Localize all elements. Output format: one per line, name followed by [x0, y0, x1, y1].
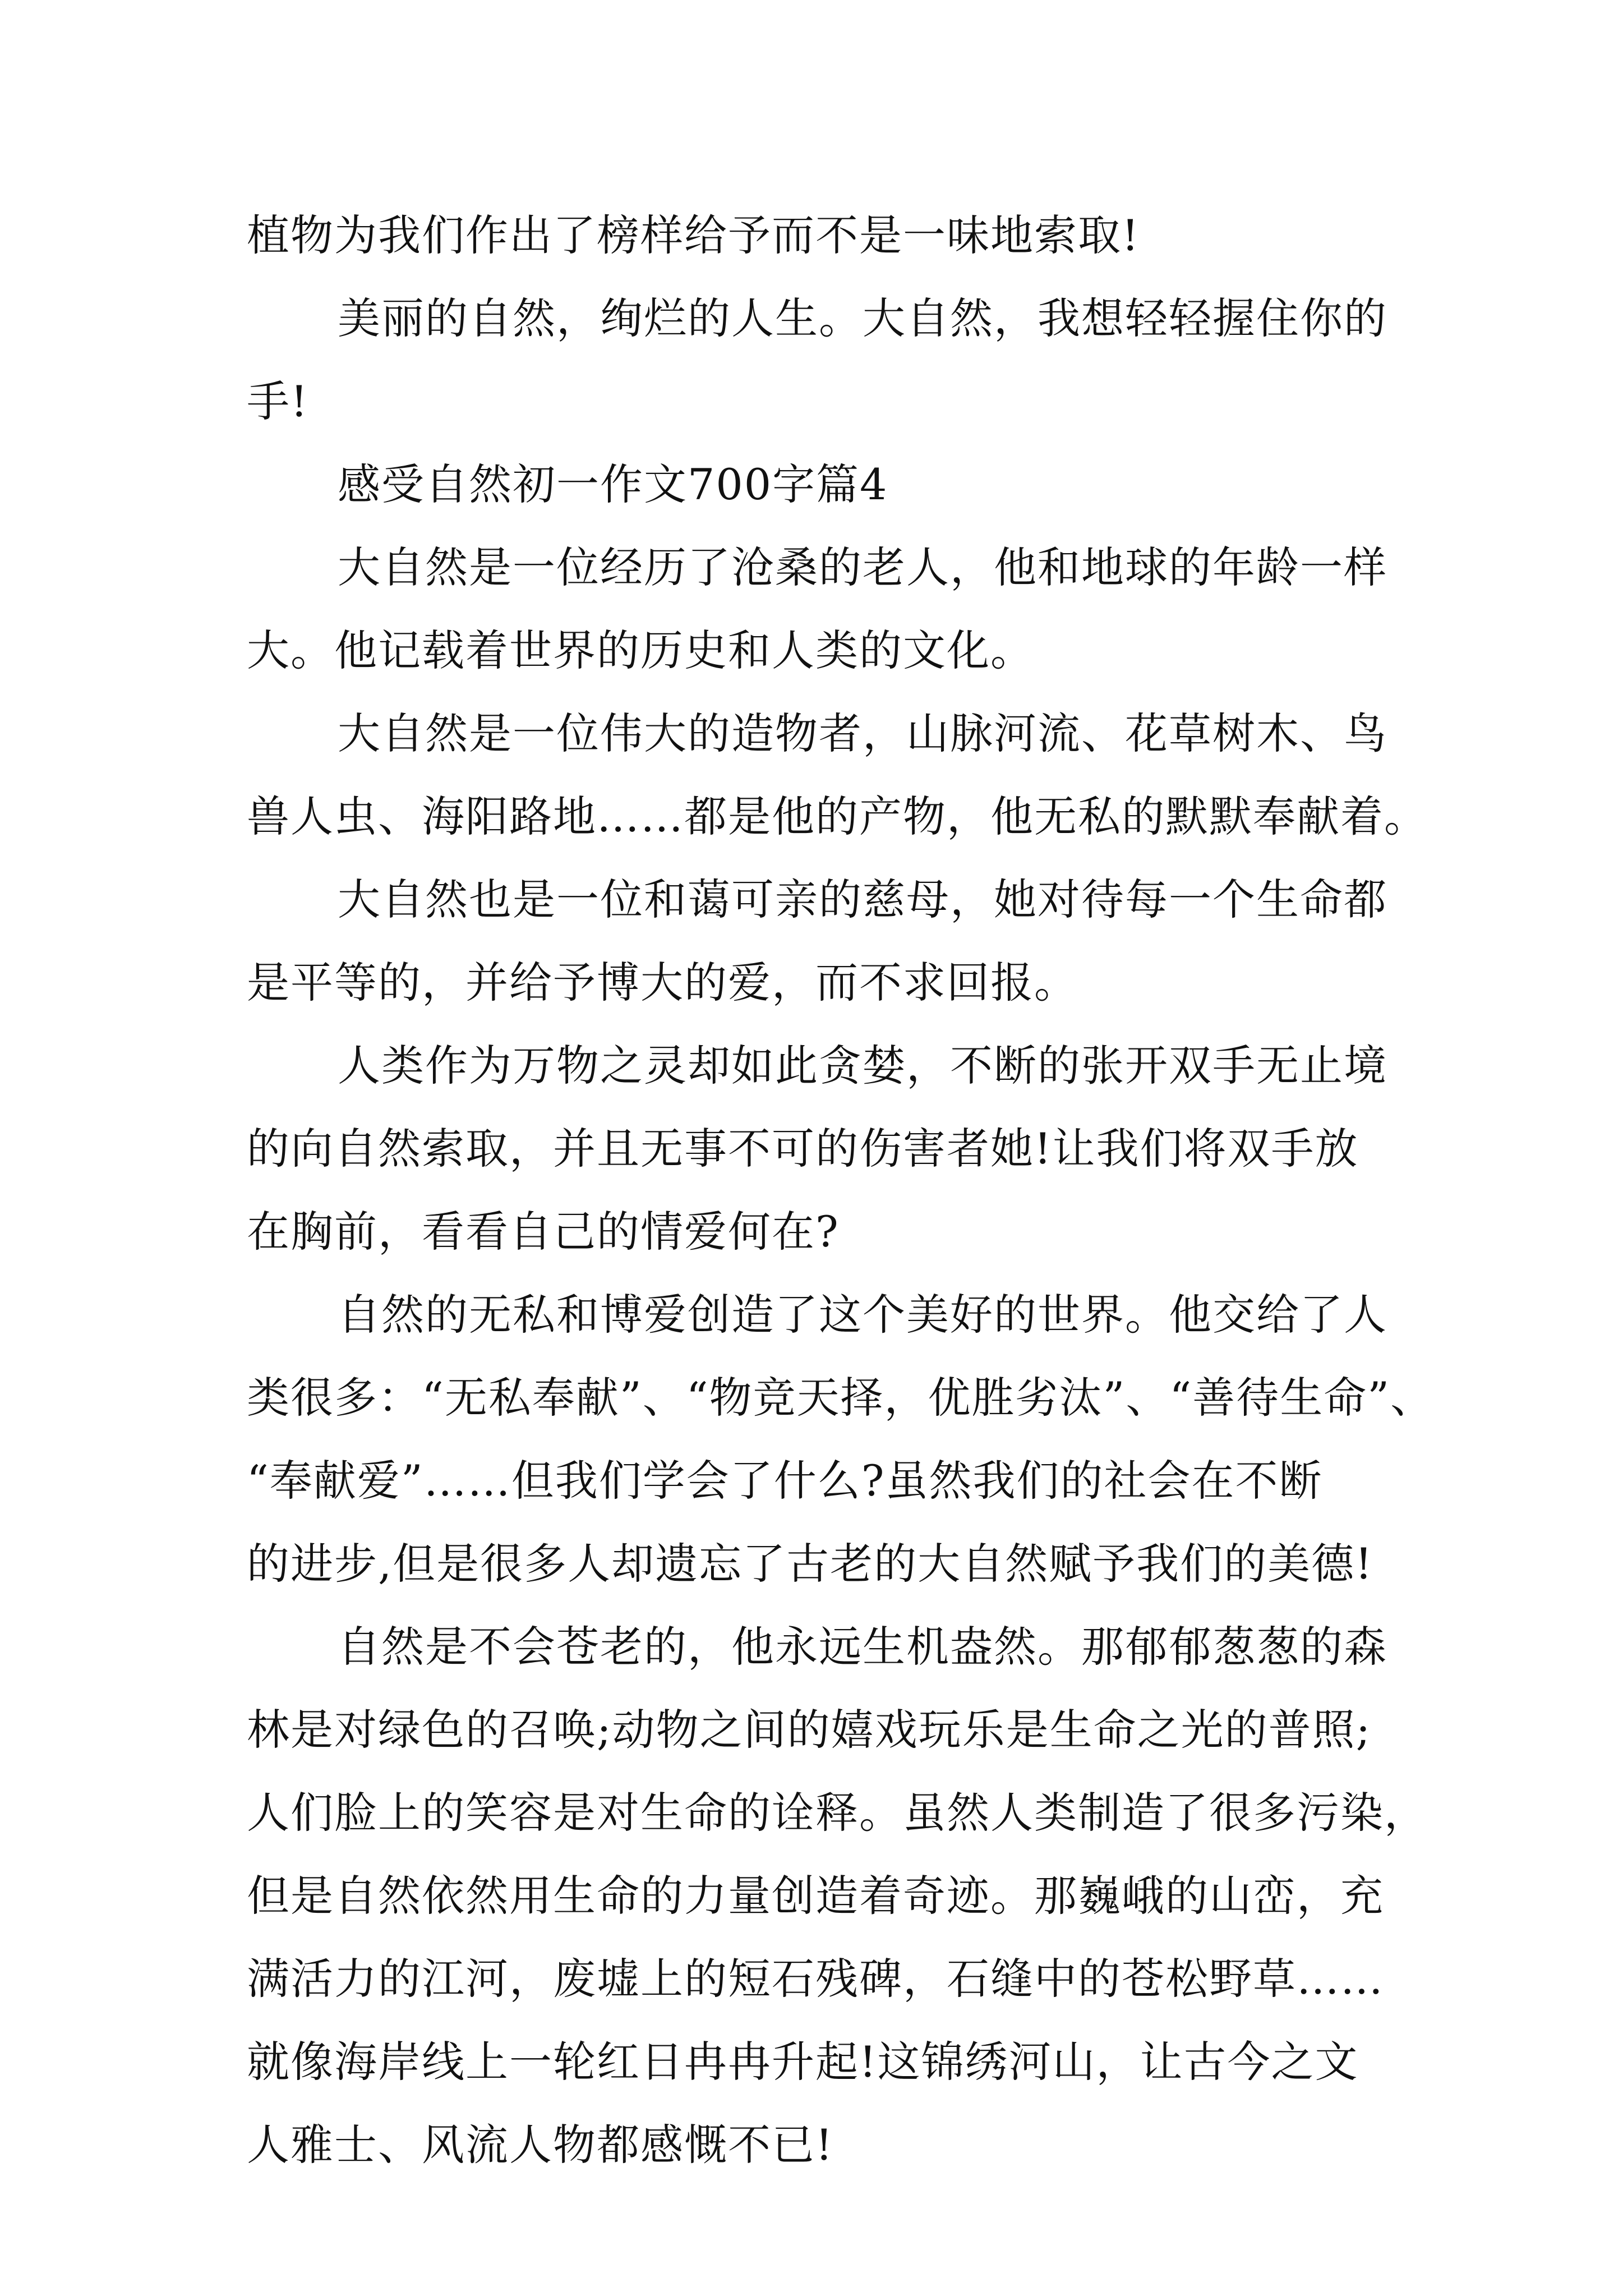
text-line: 大自然是一位伟大的造物者，山脉河流、花草树木、鸟	[338, 708, 1387, 758]
text-line: 林是对绿色的召唤;动物之间的嬉戏玩乐是生命之光的普照;	[247, 1705, 1372, 1755]
text-line: 植物为我们作出了榜样给予而不是一味地索取!	[247, 210, 1140, 260]
text-line: 就像海岸线上一轮红日冉冉升起!这锦绣河山，让古今之文	[247, 2037, 1359, 2087]
text-line: 但是自然依然用生命的力量创造着奇迹。那巍峨的山峦，充	[247, 1871, 1384, 1921]
text-line: 人类作为万物之灵却如此贪婪，不断的张开双手无止境	[338, 1041, 1387, 1091]
text-line: 自然是不会苍老的，他永远生机盎然。那郁郁葱葱的森	[338, 1622, 1387, 1672]
text-line: 大自然是一位经历了沧桑的老人，他和地球的年龄一样	[338, 542, 1387, 592]
text-line: 满活力的江河，废墟上的短石残碑，石缝中的苍松野草……	[247, 1954, 1384, 2004]
text-line: 人们脸上的笑容是对生命的诠释。虽然人类制造了很多污染，	[247, 1788, 1428, 1838]
text-line: 的进步,但是很多人却遗忘了古老的大自然赋予我们的美德!	[247, 1539, 1373, 1589]
text-line: 美丽的自然，绚烂的人生。大自然，我想轻轻握住你的	[338, 293, 1387, 343]
text-line: 大自然也是一位和蔼可亲的慈母，她对待每一个生命都	[338, 875, 1387, 924]
text-line: 大。他记载着世界的历史和人类的文化。	[247, 625, 1034, 675]
section-heading: 感受自然初一作文700字篇4	[338, 459, 888, 509]
text-line: 类很多：“无私奉献”、“物竞天择，优胜劣汰”、“善待生命”、	[247, 1373, 1435, 1423]
text-line: 的向自然索取，并且无事不可的伤害者她!让我们将双手放	[247, 1124, 1359, 1174]
text-line: 在胸前，看看自己的情爱何在?	[247, 1207, 840, 1257]
text-line: 自然的无私和博爱创造了这个美好的世界。他交给了人	[338, 1290, 1387, 1340]
text-line: 兽人虫、海阳路地……都是他的产物，他无私的默默奉献着。	[247, 792, 1428, 841]
text-line: “奉献爱”……但我们学会了什么?虽然我们的社会在不断	[247, 1456, 1323, 1506]
text-line: 是平等的，并给予博大的爱，而不求回报。	[247, 958, 1078, 1007]
text-line: 手!	[247, 376, 309, 426]
text-line: 人雅士、风流人物都感慨不已!	[247, 2120, 834, 2170]
